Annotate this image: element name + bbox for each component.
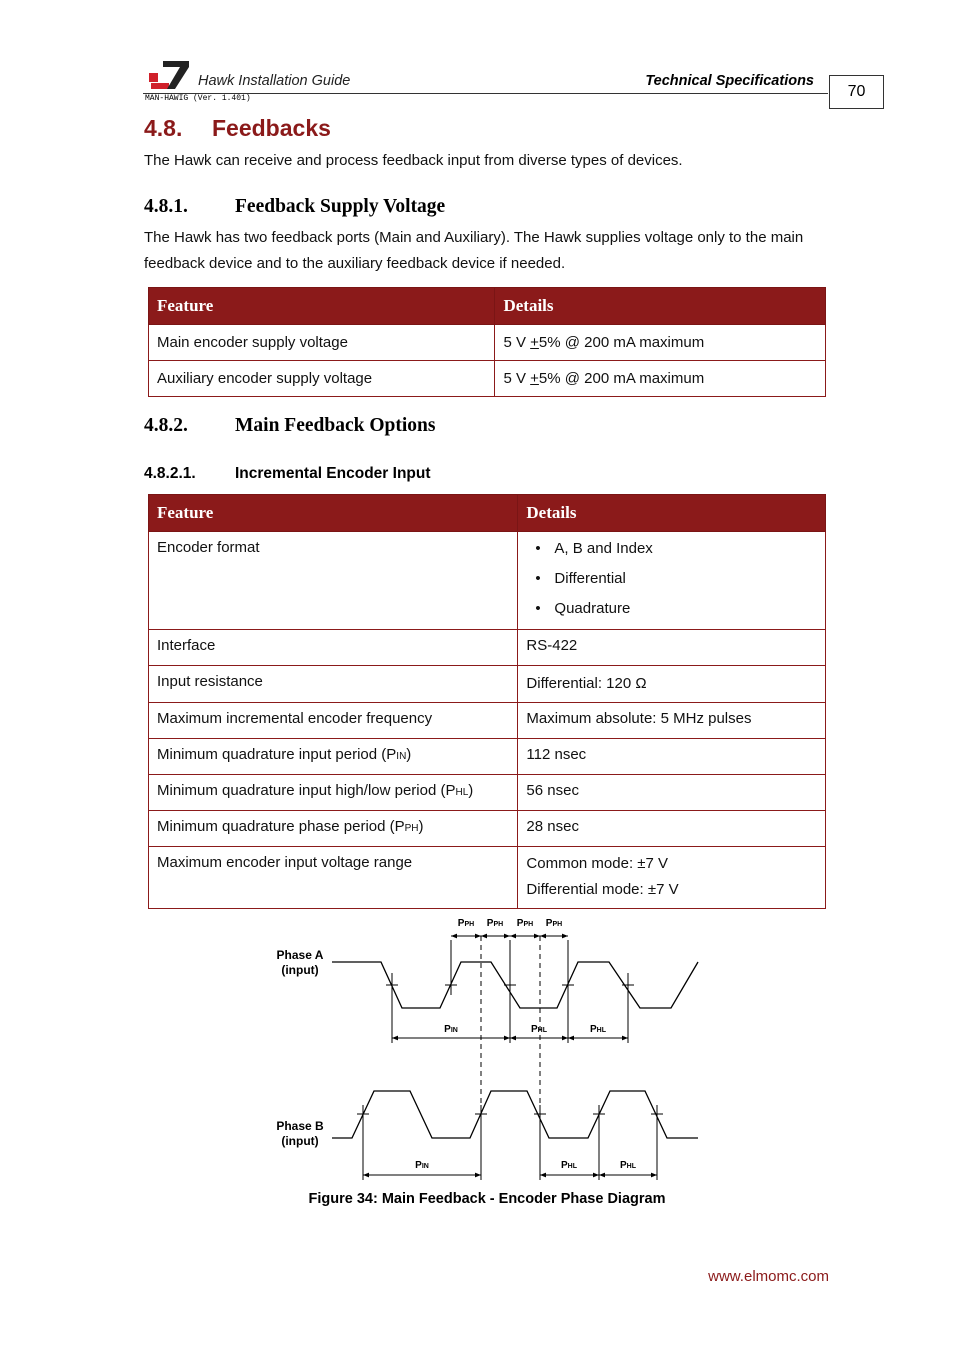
feature-cell: Interface [149, 630, 518, 666]
incremental-heading [144, 465, 431, 483]
phase-b-waveform [332, 1091, 698, 1138]
table-header-row [149, 288, 826, 325]
phase-b-ticks [357, 1105, 663, 1180]
header-feature: Feature [149, 288, 495, 325]
section-intro: The Hawk can receive and process feedback input from diverse types of devices. [144, 152, 683, 169]
phase-b-sublabel: (input) [281, 1134, 319, 1148]
table-header-row [149, 495, 826, 532]
section-title: Feedbacks [212, 115, 331, 141]
supply-heading [144, 196, 445, 218]
table-row [149, 630, 826, 666]
feature-cell: Minimum quadrature phase period (PPH) [149, 811, 518, 847]
details-cell: 5 V +5% @ 200 mA maximum [495, 361, 826, 397]
section-number: 4.8. [144, 115, 183, 141]
incremental-title: Incremental Encoder Input [235, 465, 431, 482]
details-cell: Maximum absolute: 5 MHz pulses [518, 703, 826, 739]
feature-cell: Maximum encoder input voltage range [149, 847, 518, 909]
phase-b-label: Phase B [276, 1119, 324, 1133]
details-cell: 112 nsec [518, 739, 826, 775]
elmo-logo [149, 59, 190, 91]
details-cell: 56 nsec [518, 775, 826, 811]
svg-text:PIN: PIN [444, 1024, 458, 1035]
details-cell: 28 nsec [518, 811, 826, 847]
svg-text:PPH: PPH [457, 918, 475, 929]
details-cell [518, 532, 826, 630]
main-feedback-heading [144, 415, 435, 437]
svg-text:PHL: PHL [589, 1024, 607, 1035]
main-feedback-title: Main Feedback Options [235, 415, 436, 436]
list-item: • A, B and Index [526, 534, 825, 564]
feature-cell: Maximum incremental encoder frequency [149, 703, 518, 739]
supply-text: The Hawk has two feedback ports (Main and Auxiliary). The Hawk supplies voltage only to the main feedback device and to the auxiliary feedback device if needed. [144, 229, 804, 272]
header-title: Hawk Installation Guide [198, 73, 351, 89]
phase-b-dim-labels [415, 1160, 637, 1171]
table-row [149, 532, 826, 630]
header-feature: Feature [149, 495, 518, 532]
feature-cell: Auxiliary encoder supply voltage [149, 361, 495, 397]
feature-cell: Minimum quadrature input high/low period (PHL) [149, 775, 518, 811]
details-cell: RS-422 [518, 630, 826, 666]
feature-cell: Main encoder supply voltage [149, 325, 495, 361]
page-number: 70 [829, 75, 884, 109]
table-row [149, 703, 826, 739]
header-details: Details [518, 495, 826, 532]
header-section: Technical Specifications [645, 73, 814, 89]
phase-a-sublabel: (input) [281, 963, 319, 977]
header-doc-code: MAN-HAWIG (Ver. 1.401) [145, 94, 251, 103]
encoder-format-list [526, 532, 825, 624]
details-cell: Common mode: ±7 V Differential mode: ±7 V [518, 847, 826, 909]
footer-url[interactable]: www.elmomc.com [708, 1268, 829, 1285]
incremental-table [148, 494, 826, 909]
svg-text:PHL: PHL [530, 1024, 548, 1035]
phase-a-dim-labels [444, 1024, 607, 1035]
svg-text:PHL: PHL [560, 1160, 578, 1171]
supply-title: Feedback Supply Voltage [235, 196, 446, 217]
incremental-number: 4.8.2.1. [144, 465, 196, 482]
phase-a-label: Phase A [276, 948, 324, 962]
section-heading [144, 115, 331, 142]
svg-text:PPH: PPH [516, 918, 534, 929]
supply-number: 4.8.1. [144, 196, 188, 217]
feature-cell: Minimum quadrature input period (PIN) [149, 739, 518, 775]
svg-text:PPH: PPH [486, 918, 504, 929]
table-row [149, 811, 826, 847]
pph-labels [458, 918, 562, 929]
encoder-phase-diagram [0, 905, 954, 1190]
svg-text:PIN: PIN [415, 1160, 429, 1171]
details-cell: Differential: 120 Ω [518, 666, 826, 703]
list-item: • Quadrature [526, 594, 825, 624]
supply-table [148, 287, 826, 397]
header-details: Details [495, 288, 826, 325]
svg-text:PPH: PPH [545, 918, 563, 929]
feature-cell: Input resistance [149, 666, 518, 703]
feature-cell: Encoder format [149, 532, 518, 630]
table-row [149, 666, 826, 703]
svg-text:PHL: PHL [619, 1160, 637, 1171]
table-row [149, 775, 826, 811]
main-feedback-number: 4.8.2. [144, 415, 188, 436]
table-row [149, 361, 826, 397]
list-item: • Differential [526, 564, 825, 594]
figure-caption: Figure 34: Main Feedback - Encoder Phase Diagram [308, 1191, 666, 1207]
table-row [149, 325, 826, 361]
table-row [149, 847, 826, 909]
table-row [149, 739, 826, 775]
details-cell: 5 V +5% @ 200 mA maximum [495, 325, 826, 361]
